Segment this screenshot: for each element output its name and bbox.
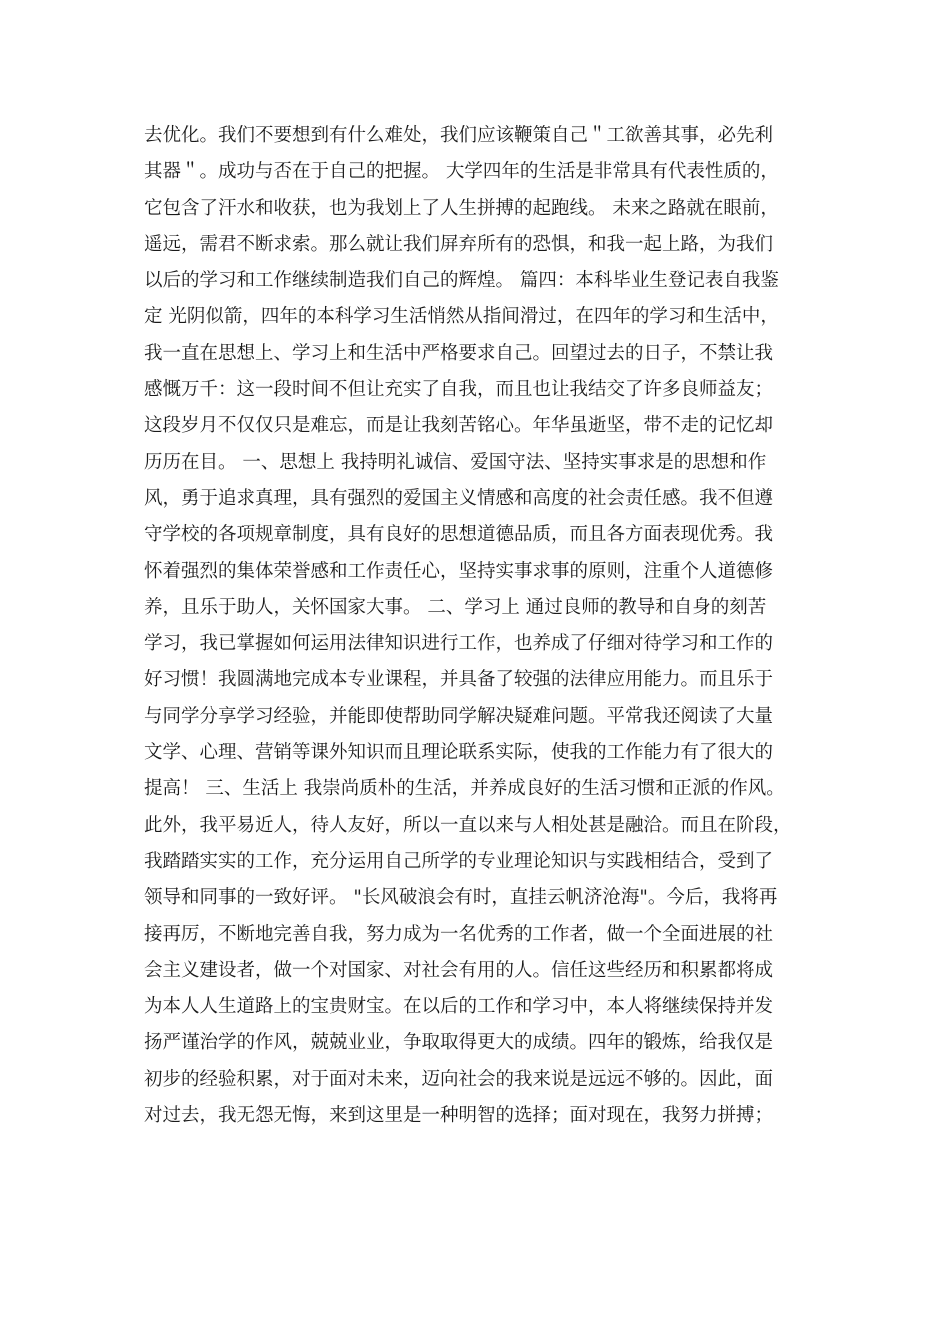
text-line: 学习，我已掌握如何运用法律知识进行工作，也养成了仔细对待学习和工作的 [144, 633, 774, 655]
text-line: 定 光阴似箭，四年的本科学习生活悄然从指间滑过，在四年的学习和生活中， [144, 306, 779, 328]
text-line: 它包含了汗水和收获，也为我划上了人生拼搏的起跑线。 未来之路就在眼前， [144, 197, 779, 219]
text-line: 以后的学习和工作继续制造我们自己的辉煌。 篇四：本科毕业生登记表自我鉴 [144, 270, 779, 292]
text-line: 会主义建设者，做一个对国家、对社会有用的人。信任这些经历和积累都将成 [144, 959, 774, 981]
text-line: 领导和同事的一致好评。 "长风破浪会有时，直挂云帆济沧海"。今后，我将再 [144, 887, 778, 909]
text-line: 风，勇于追求真理，具有强烈的爱国主义情感和高度的社会责任感。我不但遵 [144, 487, 774, 509]
text-line: 扬严谨治学的作风，兢兢业业，争取取得更大的成绩。四年的锻炼，给我仅是 [144, 1032, 774, 1054]
text-line: 守学校的各项规章制度，具有良好的思想道德品质，而且各方面表现优秀。我 [144, 524, 774, 546]
text-line: 怀着强烈的集体荣誉感和工作责任心，坚持实事求事的原则，注重个人道德修 [144, 560, 774, 582]
text-line: 接再厉，不断地完善自我，努力成为一名优秀的工作者，做一个全面进展的社 [144, 923, 774, 945]
text-line: 对过去，我无怨无悔，来到这里是一种明智的选择；面对现在，我努力拼搏； [144, 1105, 774, 1127]
text-line: 我一直在思想上、学习上和生活中严格要求自己。回望过去的日子，不禁让我 [144, 342, 774, 364]
text-line: 初步的经验积累，对于面对未来，迈向社会的我来说是远远不够的。因此，面 [144, 1068, 774, 1090]
text-line: 去优化。我们不要想到有什么难处，我们应该鞭策自己＂工欲善其事，必先利 [144, 125, 774, 146]
text-line: 历历在目。 一、思想上 我持明礼诚信、爱国守法、坚持实事求是的思想和作 [144, 451, 767, 473]
text-line: 感慨万千：这一段时间不但让充实了自我，而且也让我结交了许多良师益友； [144, 379, 774, 401]
text-line: 好习惯！我圆满地完成本专业课程，并具备了较强的法律应用能力。而且乐于 [144, 669, 774, 691]
text-line: 养，且乐于助人，关怀国家大事。 二、学习上 通过良师的教导和自身的刻苦 [144, 596, 767, 618]
text-line: 其器＂。成功与否在于自己的把握。 大学四年的生活是非常具有代表性质的， [144, 161, 779, 183]
text-line: 我踏踏实实的工作，充分运用自己所学的专业理论知识与实践相结合，受到了 [144, 850, 774, 872]
text-line: 此外，我平易近人，待人友好，所以一直以来与人相处甚是融洽。而且在阶段， [144, 814, 792, 836]
text-line: 文学、心理、营销等课外知识而且理论联系实际，使我的工作能力有了很大的 [144, 742, 774, 764]
text-line: 提高！ 三、生活上 我崇尚质朴的生活，并养成良好的生活习惯和正派的作风。 [144, 778, 785, 800]
text-line: 遥远，需君不断求索。那么就让我们屏弃所有的恐惧，和我一起上路，为我们 [144, 233, 774, 255]
body-text [144, 118, 824, 1134]
text-line: 这段岁月不仅仅只是难忘，而是让我刻苦铭心。年华虽逝坚，带不走的记忆却 [144, 415, 774, 437]
text-line: 与同学分享学习经验，并能即使帮助同学解决疑难问题。平常我还阅读了大量 [144, 705, 774, 727]
text-line: 为本人人生道路上的宝贵财宝。在以后的工作和学习中，本人将继续保持并发 [144, 996, 774, 1018]
